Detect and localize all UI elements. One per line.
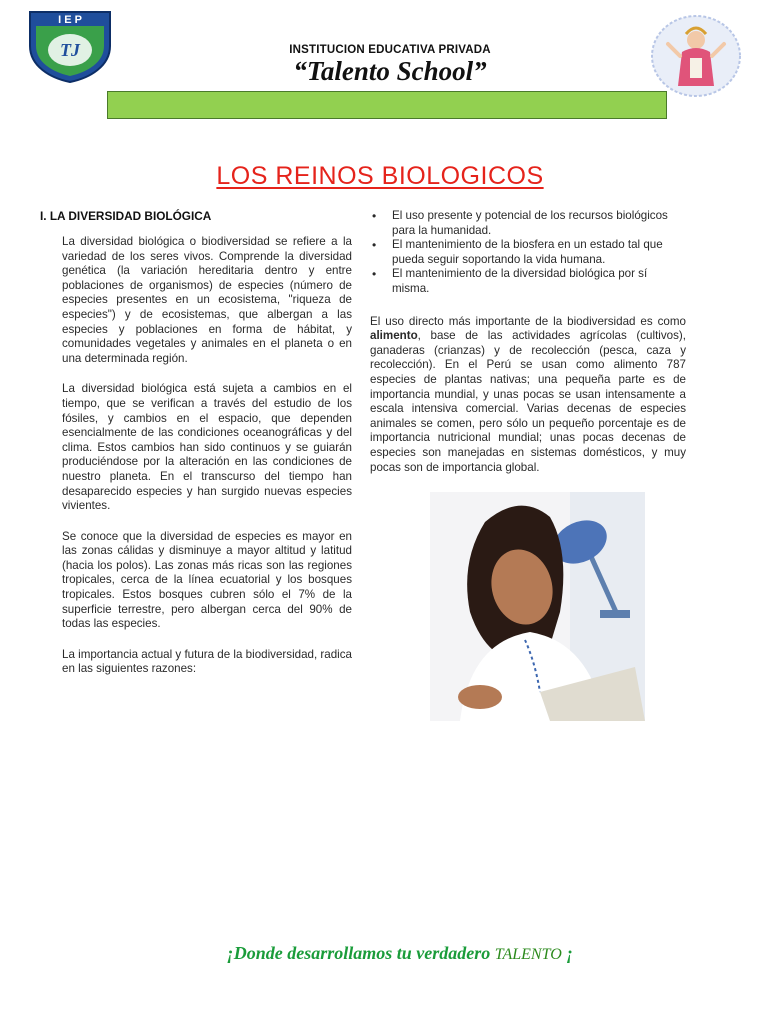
- paragraph: La importancia actual y futura de la biodiversidad, radica en las siguientes razones:: [62, 647, 353, 676]
- footer-highlight: TALENTO: [494, 946, 562, 963]
- list-item: • El mantenimiento de la biosfera en un estado tal que pueda seguir soportando la vida humana.: [370, 238, 686, 267]
- paragraph: La diversidad biológica o biodiversidad se refiere a la variedad de los seres vivos. Comprende la diversidad genética (la variación hereditaria dentro y entre poblaciones de organismos) de especies (número de especies presentes en un ecosistema, "riqueza de especies") y de ecosistemas, que albergan a las especies y poblaciones en forma de hábitat, y comunidades vegetales y animales en el planeta o en una determinada región.: [62, 235, 352, 365]
- header-bar: [107, 91, 667, 119]
- logo-text: I E P: [58, 14, 82, 26]
- school-type: INSTITUCION EDUCATIVA PRIVADA: [289, 44, 491, 56]
- footer-slogan: [150, 943, 650, 964]
- student-photo: [430, 492, 645, 721]
- reasons-list: [370, 209, 686, 297]
- right-column: [370, 209, 686, 475]
- school-logo: [26, 8, 114, 84]
- document-title: LOS REINOS BIOLOGICOS: [216, 162, 544, 190]
- list-item: • El uso presente y potencial de los recursos biológicos para la humanidad.: [370, 209, 686, 238]
- school-name: “Talento School”: [293, 56, 487, 86]
- logo-initials: TJ: [60, 40, 80, 60]
- bold-term: alimento: [370, 329, 418, 343]
- list-item: • El mantenimiento de la diversidad biológica por sí misma.: [370, 267, 686, 296]
- paragraph-text: El uso directo más importante de la biodiversidad es como: [370, 314, 686, 328]
- section-heading: I. LA DIVERSIDAD BIOLÓGICA: [40, 209, 212, 223]
- footer-end: ¡: [561, 943, 574, 963]
- footer-text: ¡Donde desarrollamos tu verdadero: [226, 943, 495, 963]
- paragraph-text: , base de las actividades agrícolas (cultivos), ganaderas (crianzas) y de recolección (pesca, caza y recolección). En el Perú se usan como alimento 787 especies de plantas nativas; una pequeña parte es de importancia mundial, y unas pocas se usan intensamente a escala intensiva comercial. Varias decenas de especies animales se comen, pero sólo un pequeño porcentaje es de importancia nutricional mundial; unas pocas decenas de especies son manejadas en sistemas domésticos, y muy pocas son de importancia global.: [370, 329, 686, 474]
- saint-image-icon: [650, 14, 742, 98]
- paragraph: [370, 315, 686, 476]
- left-column: [62, 235, 352, 693]
- paragraph: La diversidad biológica está sujeta a cambios en el tiempo, que se verifican a través del estudio de los fósiles, y cambios en el espacio, que dependen esencialmente de las condiciones oceanográficas y del clima. Estos cambios han sido continuos y se guiarán produciéndose por la alteración en las condiciones de nuestro planeta. En el transcurso del tiempo han desaparecido especies y han surgido nuevas especies vivientes.: [62, 382, 352, 513]
- paragraph: Se conoce que la diversidad de especies es mayor en las zonas cálidas y disminuye a mayor altitud y latitud (hacia los polos). Las zonas más ricas son las regiones tropicales, cerca de la línea ecuatorial y los bosques tropicales. Estos bosques cubren sólo el 7% de la superficie terrestre, pero albergan cerca del 90% de todas las especies.: [62, 529, 352, 631]
